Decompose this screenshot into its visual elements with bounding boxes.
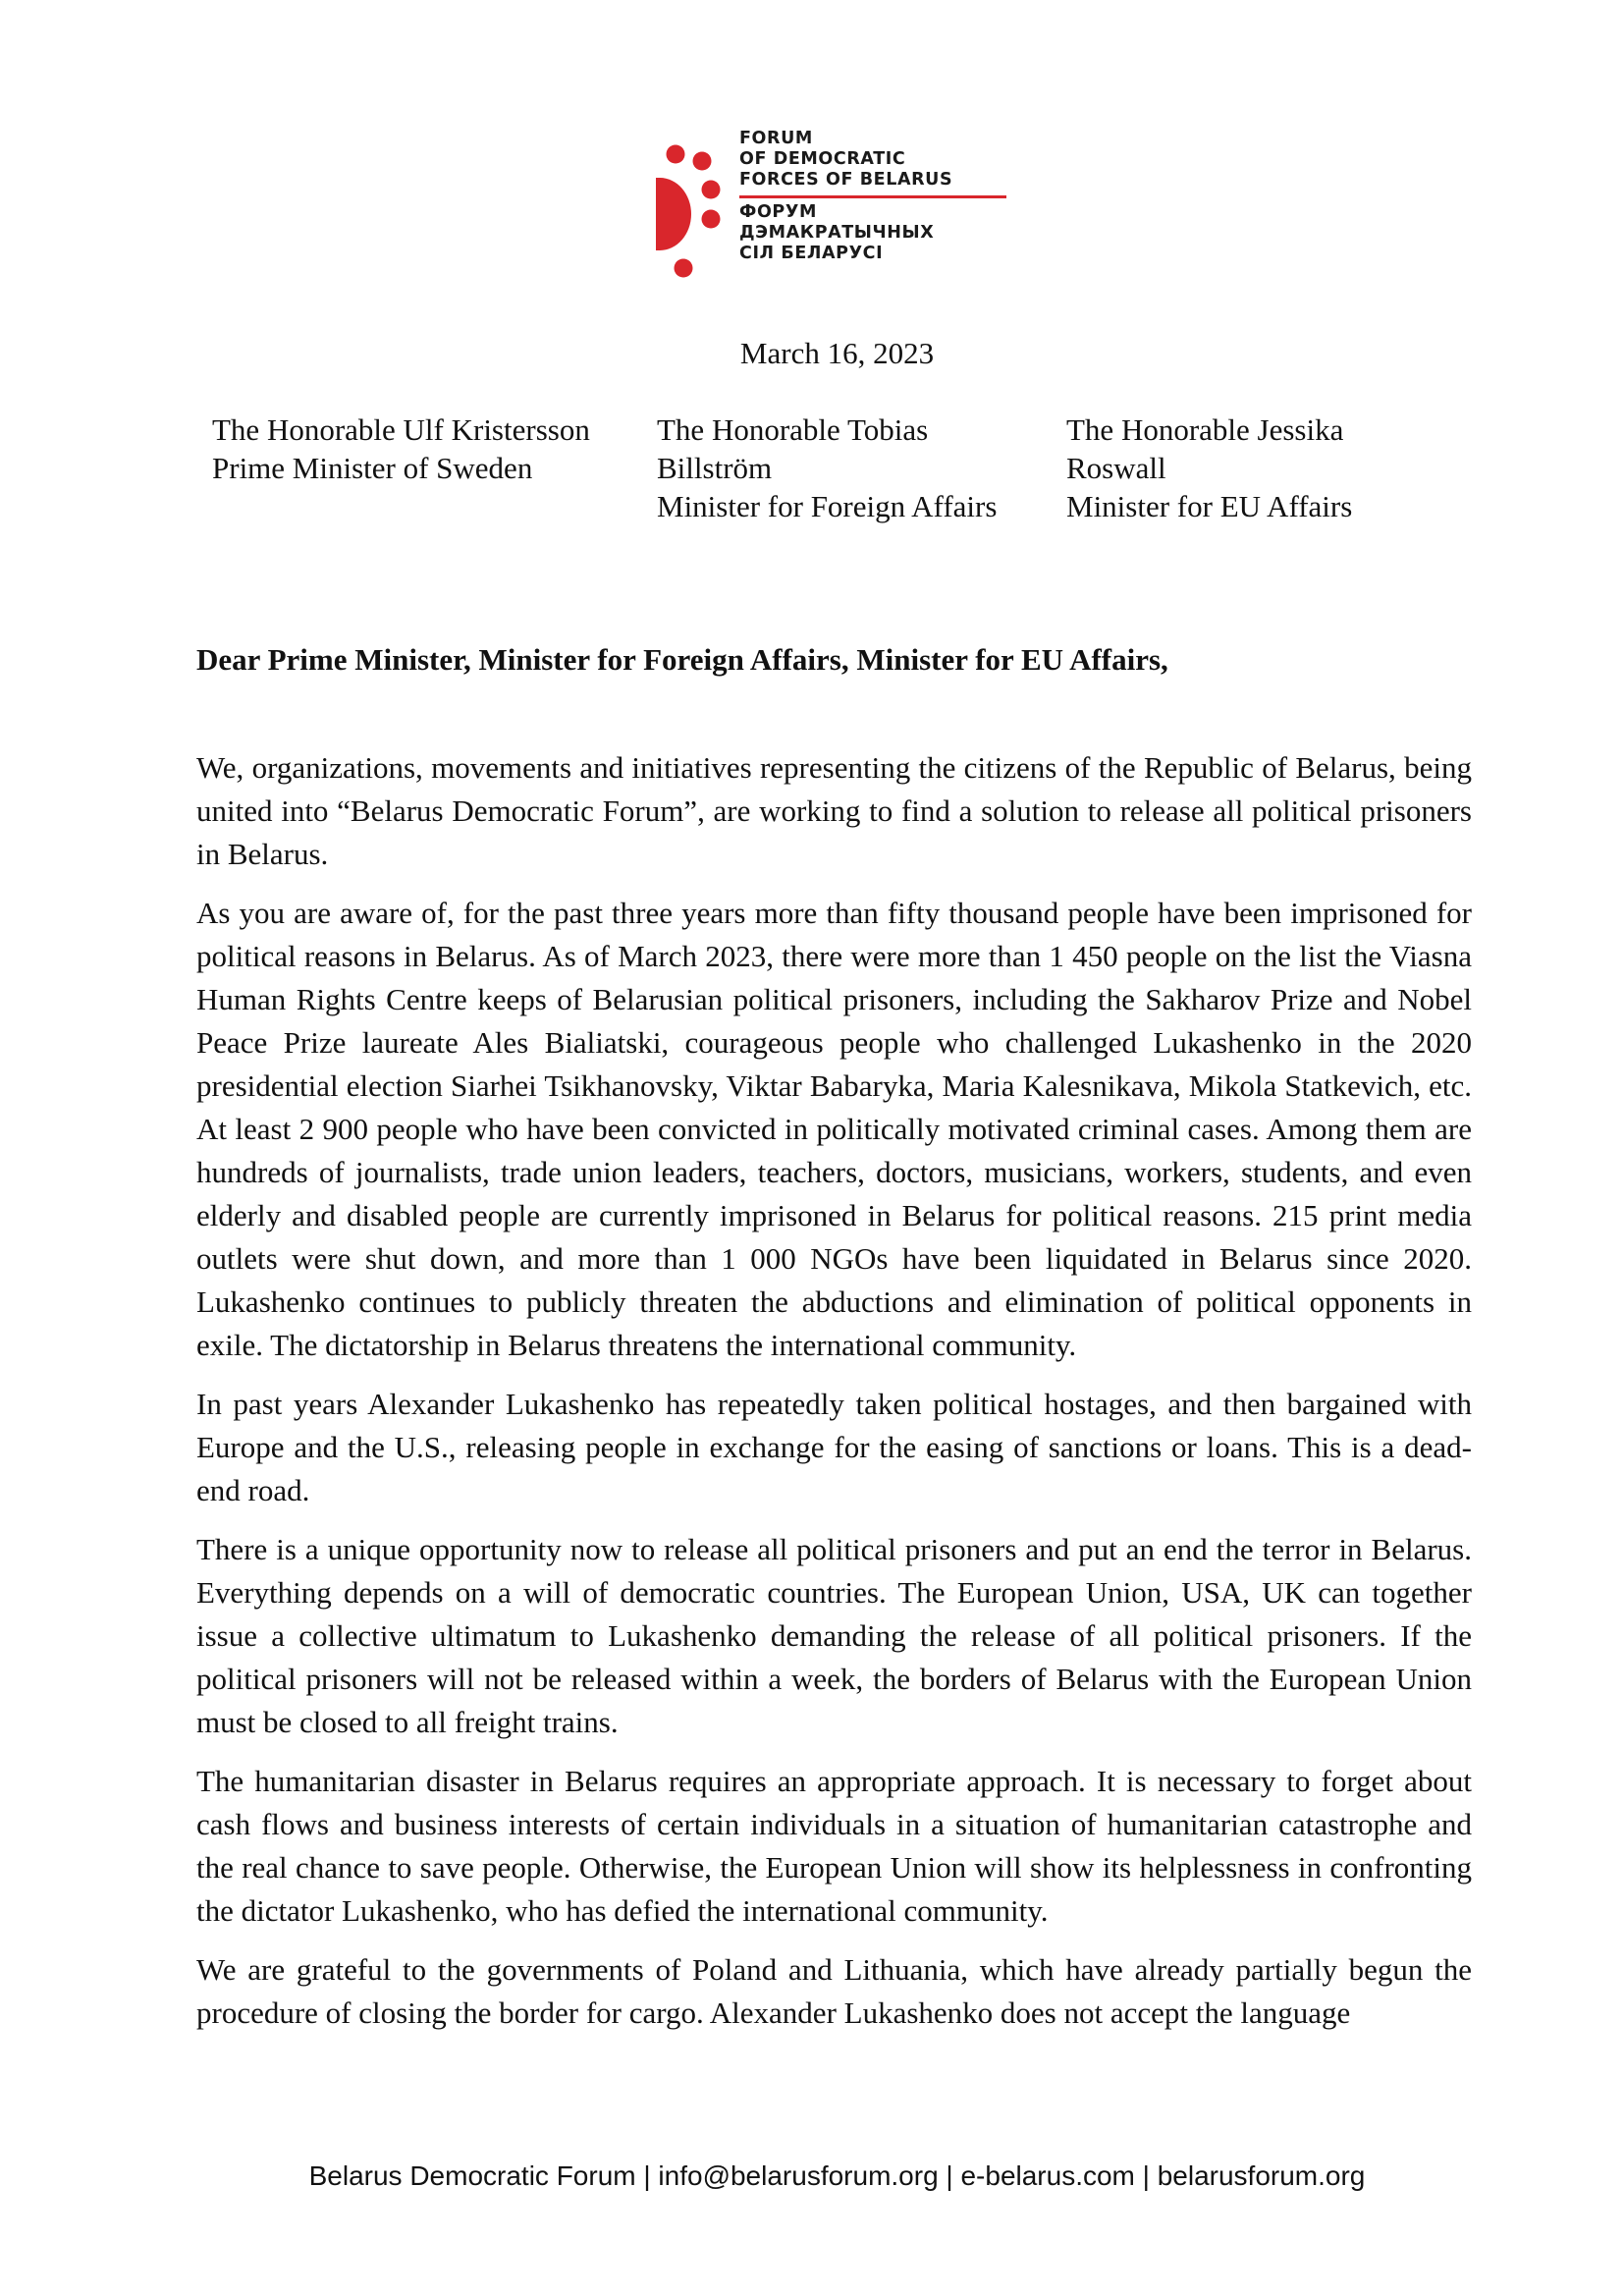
logo-line-be-3: СІЛ БЕЛАРУСІ [739,243,884,263]
addressee-line: Minister for EU Affairs [1066,489,1353,523]
addressee-prime-minister [212,410,590,487]
addressee-line: The Honorable Ulf Kristersson [212,412,590,447]
logo-line-be-1: ФОРУМ [739,201,817,222]
body-paragraph: We, organizations, movements and initiatives representing the citizens of the Republic of Belarus, being united into “Belarus Democratic Forum”, are working to find a solution to release all political prisoners in Belarus. [196,750,1472,871]
body-paragraph: In past years Alexander Lukashenko has repeatedly taken political hostages, and then bargained with Europe and the U.S., releasing people in exchange for the easing of sanctions or loans. This is a dead-end road. [196,1387,1472,1507]
page-footer: Belarus Democratic Forum | info@belarusforum.org | e-belarus.com | belarusforum.org [308,2160,1366,2191]
addressee-line: The Honorable Tobias [657,412,929,447]
body-paragraph: As you are aware of, for the past three years more than fifty thousand people have been imprisoned for political reasons in Belarus. As of March 2023, there were more than 1 450 people on the list the Viasna Human Rights Centre keeps of Belarusian political prisoners, including the Sakharov Prize and Nobel Peace Prize laureate Ales Bialiatski, courageous people who challenged Lukashenko in the 2020 presidential election Siarhei Tsikhanovsky, Viktar Babaryka, Maria Kalesnikava, Mikola Statkevich, etc. At least 2 900 people who have been convicted in politically motivated criminal cases. Among them are hundreds of journalists, trade union leaders, teachers, doctors, musicians, workers, students, and even elderly and disabled people are currently imprisoned in Belarus for political reasons. 215 print media outlets were shut down, and more than 1 000 NGOs have been liquidated in Belarus since 2020. Lukashenko continues to publicly threaten the abductions and elimination of political opponents in exile. The dictatorship in Belarus threatens the international community. [196,896,1472,1362]
logo-line-en-1: FORUM [739,129,813,148]
body-paragraph: There is a unique opportunity now to release all political prisoners and put an end the terror in Belarus. Everything depends on a will of democratic countries. The European Union, USA, UK can together issue a collective ultimatum to Lukashenko demanding the release of all political prisoners. If the political prisoners will not be released within a week, the borders of Belarus with the European Union must be closed to all freight trains. [196,1532,1472,1739]
logo-wordmark [739,129,1019,264]
body-paragraph: We are grateful to the governments of Poland and Lithuania, which have already partially begun the procedure of closing the border for cargo. Alexander Lukashenko does not accept the language [196,1952,1472,2030]
logo-line-en-2: OF DEMOCRATIC [739,149,906,169]
salutation: Dear Prime Minister, Minister for Foreign Affairs, Minister for EU Affairs, [196,642,1168,677]
letter-body [196,746,1472,2050]
logo-line-be-2: ДЭМАКРАТЫЧНЫХ [739,222,935,243]
forum-logo [646,129,1019,286]
addressee-line: Minister for Foreign Affairs [657,489,998,523]
body-paragraph: The humanitarian disaster in Belarus requires an appropriate approach. It is necessary to forget about cash flows and business interests of certain individuals in a situation of humanitarian catastrophe and the real chance to save people. Otherwise, the European Union will show its helplessness in confronting the dictator Lukashenko, who has defied the international community. [196,1764,1472,1928]
addressee-line: Roswall [1066,451,1166,485]
addressee-line: Billström [657,451,773,485]
addressee-foreign-minister [657,410,997,525]
logo-mark-icon [646,129,734,286]
addressee-eu-minister [1066,410,1352,525]
addressee-line: Prime Minister of Sweden [212,451,533,485]
logo-line-en-3: FORCES OF BELARUS [739,170,953,190]
letter-date: March 16, 2023 [739,336,935,370]
logo-divider [739,195,1006,198]
addressee-line: The Honorable Jessika [1066,412,1344,447]
